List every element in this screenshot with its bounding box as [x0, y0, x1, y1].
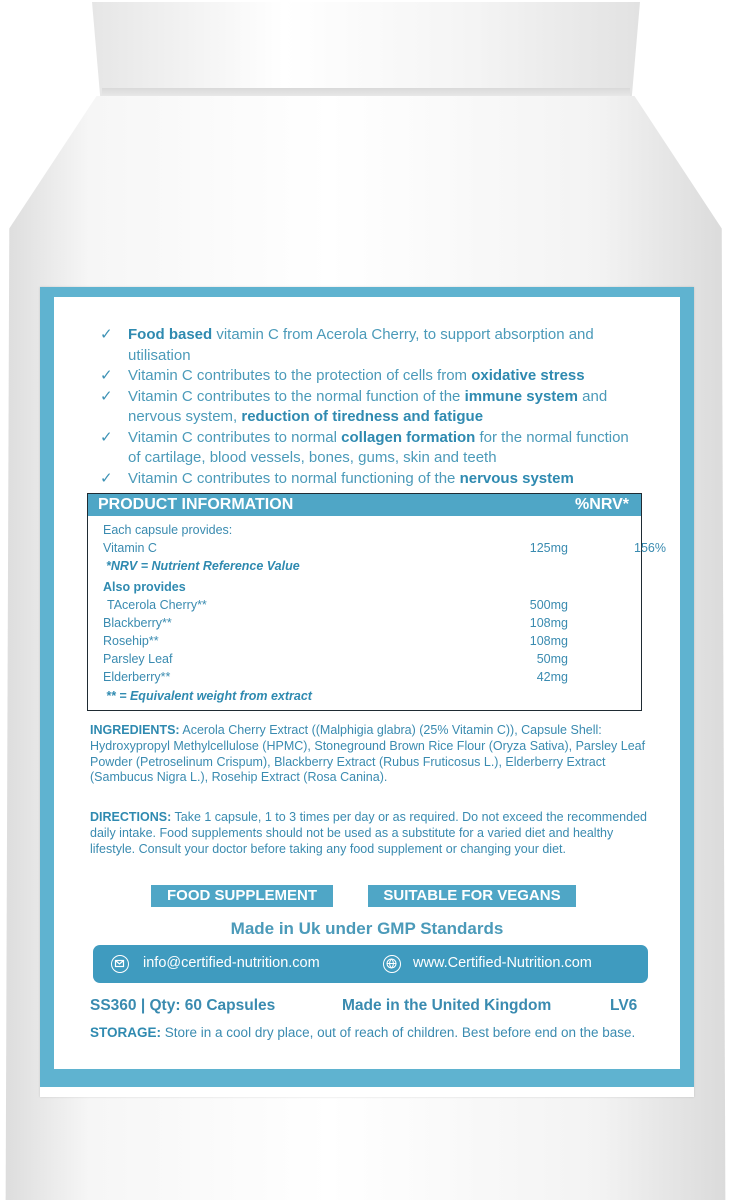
also-provides-heading: Also provides — [103, 580, 186, 594]
food-supplement-badge: FOOD SUPPLEMENT — [151, 885, 333, 907]
ingredient-amount: 50mg — [536, 652, 568, 666]
email-link[interactable]: info@certified-nutrition.com — [143, 955, 320, 971]
ingredient-amount: 108mg — [529, 616, 568, 630]
check-icon: ✓ — [100, 326, 113, 343]
ingredient-amount: 108mg — [529, 634, 568, 648]
product-information-title: PRODUCT INFORMATION — [98, 496, 294, 513]
benefit-item: ✓ Vitamin C contributes to the normal function of the immune system and nervous system, reduction of tiredness and fatigue — [100, 387, 608, 425]
each-capsule-text: Each capsule provides: — [103, 523, 233, 537]
benefits-list — [100, 325, 640, 489]
bottle-cap — [92, 2, 640, 97]
envelope-icon — [111, 955, 129, 973]
label-content — [54, 297, 680, 1069]
storage-text: STORAGE: Store in a cool dry place, out of reach of children. Best before end on the base. — [90, 1025, 636, 1040]
ingredient-name: Blackberry** — [103, 616, 172, 630]
ingredient-name: Rosehip** — [103, 634, 159, 648]
vitamin-c-amount: 125mg — [529, 541, 568, 555]
vegan-badge: SUITABLE FOR VEGANS — [368, 885, 576, 907]
benefit-item: ✓ Vitamin C contributes to normal collagen formation for the normal function of cartilage, blood vessels, bones, gums, skin and teeth — [100, 428, 629, 466]
benefit-item: ✓ Food based vitamin C from Acerola Cherry, to support absorption and utilisation — [100, 326, 594, 364]
benefit-item: ✓ Vitamin C contributes to the protection of cells from oxidative stress — [100, 366, 640, 387]
vitamin-c-name: Vitamin C — [103, 541, 157, 555]
product-information-header — [88, 494, 641, 516]
check-icon: ✓ — [100, 469, 113, 487]
globe-icon — [383, 955, 401, 973]
directions-text: DIRECTIONS: Take 1 capsule, 1 to 3 times per day or as required. Do not exceed the recommended daily intake. Food supplements should not be used as a substitute for a varied diet and healthy lifestyle. Consult your doctor before taking any food supplement or changing your diet. — [90, 810, 647, 856]
check-icon: ✓ — [100, 367, 113, 384]
equivalent-weight-note: ** = Equivalent weight from extract — [106, 689, 312, 703]
made-in-uk: Made in the United Kingdom — [342, 997, 552, 1014]
vitamin-c-nrv: 156% — [634, 541, 666, 555]
ingredient-amount: 500mg — [529, 598, 568, 612]
ingredient-name: Elderberry** — [103, 670, 171, 684]
contact-bar — [93, 945, 648, 983]
ingredient-name: TAcerola Cherry** — [107, 598, 207, 612]
nrv-header: %NRV* — [575, 496, 629, 513]
check-icon: ✓ — [100, 428, 113, 446]
website-link[interactable]: www.Certified-Nutrition.com — [413, 955, 592, 971]
product-label — [40, 287, 694, 1097]
gmp-statement: Made in Uk under GMP Standards — [230, 919, 504, 938]
nrv-note: *NRV = Nutrient Reference Value — [106, 559, 300, 573]
product-code: SS360 | Qty: 60 Capsules — [90, 997, 276, 1014]
ingredients-text: INGREDIENTS: Acerola Cherry Extract ((Malphigia glabra) (25% Vitamin C)), Capsule Shell: Hydroxypropyl Methylcellulose (HPMC), Stoneground Brown Rice Flour (Oryza Sativa), Parsley Leaf Powder (Petroselinum Crispum), Blackberry Extract (Rubus Fruticosus L.), Elderberry Extract (Sambucus Nigra L.), Rosehip Extract (Rosa Canina). — [90, 723, 646, 785]
product-information-table — [87, 493, 666, 711]
check-icon: ✓ — [100, 387, 113, 405]
ingredient-name: Parsley Leaf — [103, 652, 173, 666]
benefit-item: ✓ Vitamin C contributes to normal functioning of the nervous system — [100, 469, 640, 490]
ingredient-amount: 42mg — [536, 670, 568, 684]
batch-code: LV6 — [610, 997, 638, 1014]
label-frame — [40, 287, 694, 1087]
